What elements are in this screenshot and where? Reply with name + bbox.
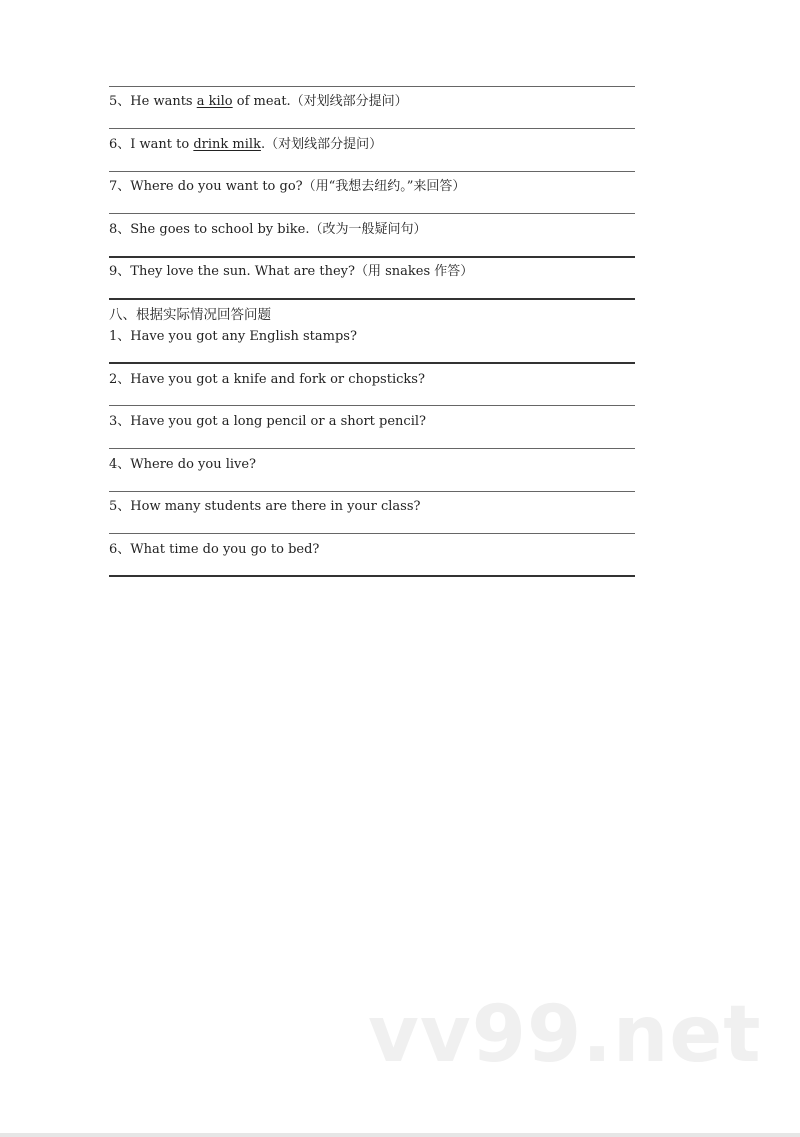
question-number: 6、 [109,137,131,152]
page-bottom-edge [0,1133,800,1137]
question-text: What time do you go to bed? [130,542,320,557]
answer-line [109,171,635,172]
question-text: Where do you live? [130,457,257,472]
question-number: 8、 [109,222,131,237]
question-s8-4 [109,457,256,473]
answer-line [109,362,635,364]
question-s7-9 [109,264,473,280]
answer-line [109,128,635,129]
question-s7-5 [109,94,408,110]
question-s8-2 [109,372,425,388]
question-number: 1、 [109,329,131,344]
question-number: 2、 [109,372,131,387]
watermark-logo: vv99.net [368,990,762,1080]
answer-line [109,533,635,534]
answer-line [109,213,635,214]
question-text: Where do you want to go?（用“我想去纽约。”来回答） [130,179,466,194]
question-number: 4、 [109,457,131,472]
question-text: They love the sun. What are they?（用 snakes 作答） [130,264,474,279]
answer-line [109,256,635,258]
question-number: 5、 [109,499,131,514]
question-s7-7 [109,179,465,195]
question-s8-5 [109,499,421,515]
question-instruction: .（对划线部分提问） [260,137,383,152]
question-s8-6 [109,542,319,558]
question-s7-8 [109,222,426,238]
answer-line [109,491,635,492]
answer-line [109,448,635,449]
question-text: How many students are there in your class? [130,499,421,514]
question-s7-6 [109,137,382,153]
question-number: 9、 [109,264,131,279]
answer-line [109,86,635,87]
question-number: 6、 [109,542,131,557]
answer-line [109,298,635,300]
underlined-phrase: a kilo [196,94,233,109]
underlined-phrase: drink milk [193,137,261,152]
question-text: He wants [130,94,197,109]
question-number: 3、 [109,414,131,429]
question-instruction: of meat.（对划线部分提问） [232,94,408,109]
answer-line [109,575,635,577]
question-text: Have you got any English stamps? [130,329,357,344]
question-text: I want to [130,137,194,152]
question-s8-1 [109,329,357,345]
section-heading: 八、根据实际情况回答问题 [109,307,271,323]
question-number: 7、 [109,179,131,194]
question-number: 5、 [109,94,131,109]
question-text: She goes to school by bike.（改为一般疑问句） [130,222,427,237]
question-text: Have you got a long pencil or a short pencil? [130,414,426,429]
question-s8-3 [109,414,426,430]
answer-line [109,405,635,406]
question-text: Have you got a knife and fork or chopsticks? [130,372,425,387]
